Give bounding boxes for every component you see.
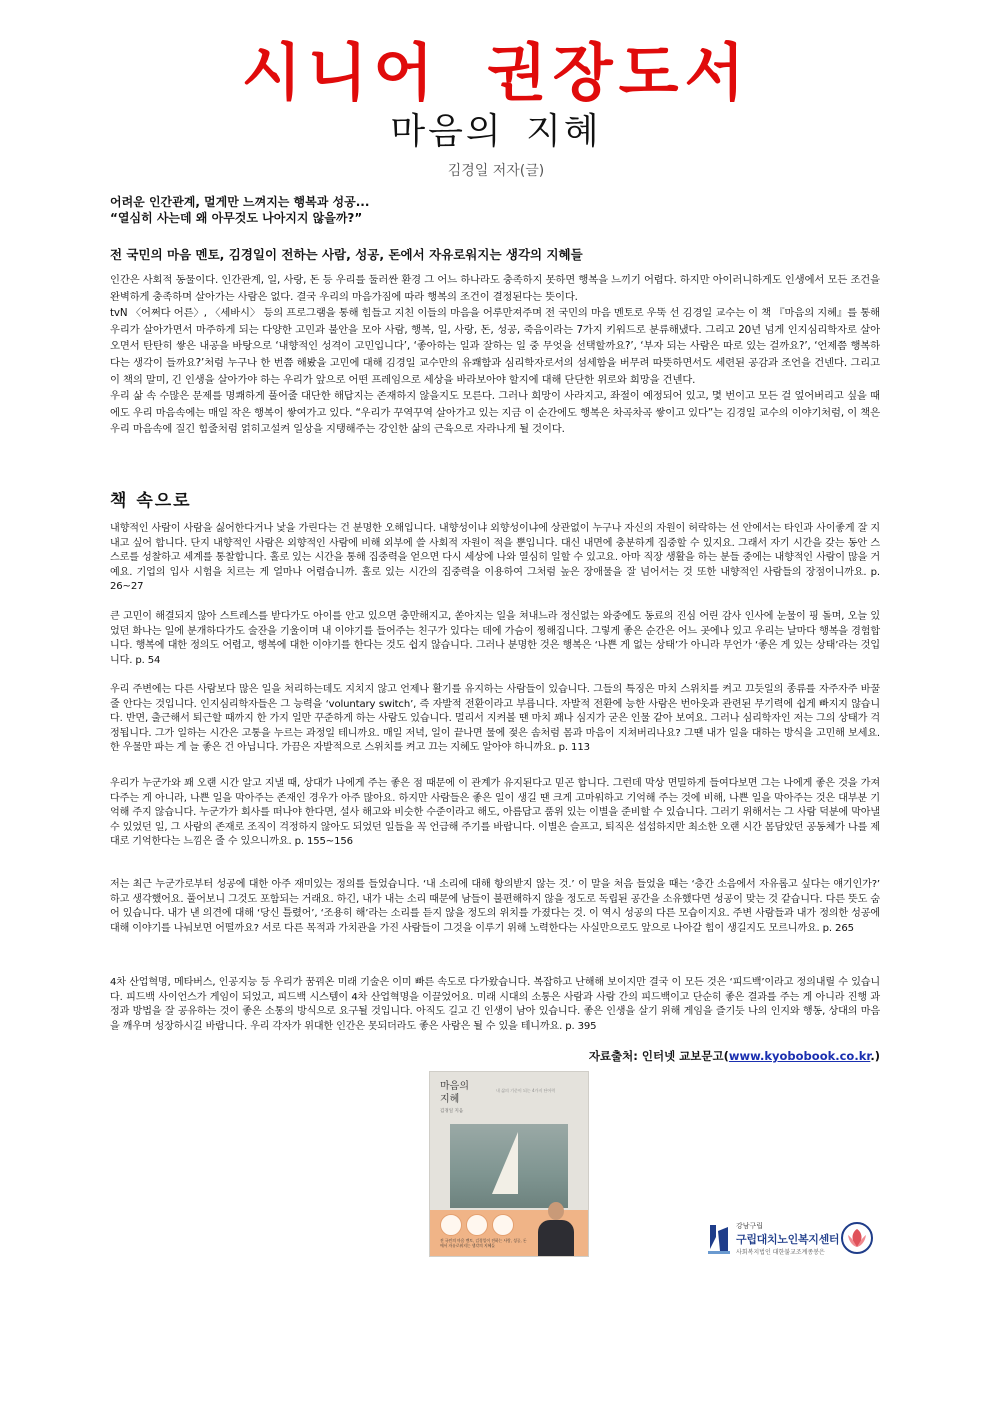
intro-paragraph-3: 우리 삶 속 수많은 문제를 명쾌하게 풀어줄 대단한 해답지는 존재하지 않을지도 모른다. 그러나 희망이 사라지고, 좌절이 예정되어 있고, 몇 번이고 모든 걸 엎어버리고 싶을 때에도 우리 마음속에는 매일 작은 행복이 쌓여가고 있다. “우리가 꾸역꾸역 살아가고 있는 지금 이 순간에도 행복은 차곡차곡 쌓이고 있다”는 김경일 교수의 이야기처럼, 이 책은 우리 마음속에 질긴 힘줄처럼 얽히고설켜 일상을 지탱해주는 강인한 삶의 근육으로 자라나게 될 것이다. — [110, 390, 880, 436]
author-head-shape — [548, 1202, 564, 1220]
lead-line-1: 어려운 인간관계, 멀게만 느껴지는 행복과 성공... — [110, 195, 370, 209]
cover-sail-shape — [492, 1132, 518, 1194]
lotus-emblem-icon — [840, 1221, 874, 1255]
source-label: 자료출처: 인터넷 교보문고( — [588, 1049, 729, 1063]
intro-paragraph-1: 인간은 사회적 동물이다. 인간관계, 일, 사랑, 돈 등 우리를 둘러싼 환경 그 어느 하나라도 충족하지 못하면 행복을 느끼기 어렵다. 하지만 아이러니하게도 인생에서 모든 조건을 완벽하게 충족하며 살아가는 사람은 없다. 결국 우리의 마음가짐에 따라 행복의 조건이 결정된다는 뜻이다. — [110, 274, 880, 303]
book-cover-image — [430, 1072, 588, 1256]
cover-badge-2 — [466, 1214, 488, 1236]
excerpt-6: 4차 산업혁명, 메타버스, 인공지능 등 우리가 꿈꿔온 미래 기술은 이미 빠른 속도로 다가왔습니다. 복잡하고 난해해 보이지만 결국 이 모든 것은 ‘피드백’이라고 정의내릴 수 있습니다. 피드백 사이언스가 게임이 되었고, 피드백 시스템이 4차 산업혁명을 이끌었어요. 미래 시대의 소통은 사람과 사람 간의 피드백이고 단순히 좋은 결과를 주는 게 아니라 진행 과정과 방법을 잘 공유하는 것이 좋은 소통의 방식으로 요구될 것입니다. 아직도 길고 긴 인생이 남아 있습니다. 좋은 인생을 살기 위해 게임을 즐기듯 나의 인지와 행동, 상대의 마음을 깨우며 성장하시길 바랍니다. 우리 각자가 위대한 인간은 못되더라도 좋은 사람은 될 수 있을 테니까요. p. 395 — [110, 977, 880, 1032]
cover-title — [440, 1080, 469, 1106]
cover-author: 김경일 지음 — [440, 1109, 464, 1114]
excerpt-1: 내향적인 사람이 사람을 싫어한다거나 낯을 가린다는 건 분명한 오해입니다. 내향성이냐 외향성이냐에 상관없이 누구나 자신의 자원이 허락하는 선 안에서는 타인과 사이좋게 잘 지내고 싶어 합니다. 단지 내향적인 사람은 외향적인 사람에 비해 외부에 쓸 사회적 자원이 적을 뿐입니다. 대신 내면에 충분하게 집중할 수 있지요. 그래서 자기 시간을 갖는 동안 스스로를 성찰하고 세계를 통찰합니다. 홀로 있는 시간을 통해 집중력을 얻으면 다시 세상에 나와 열심히 일할 수 있고요. 아마 직장 생활을 하는 분들 중에는 내향적인 사람이 많을 거예요. 기업의 입사 시험을 치르는 게 얼마나 어렵습니까. 홀로 있는 시간의 집중력을 이용하여 그처럼 높은 장애물을 잘 넘어서는 것 또한 내향적인 사람들의 장점이니까요. p. 26~27 — [110, 523, 880, 593]
center-logo — [706, 1219, 876, 1259]
cover-badge-3 — [492, 1214, 514, 1236]
source-link[interactable]: www.kyobobook.co.kr — [728, 1049, 871, 1063]
headline: 전 국민의 마음 멘토, 김경일이 전하는 사람, 성공, 돈에서 자유로워지는 생각의 지혜들 — [110, 247, 583, 262]
cover-badge-1 — [440, 1214, 462, 1236]
logo-region: 강남구립 — [736, 1222, 764, 1230]
excerpt-5: 저는 최근 누군가로부터 성공에 대한 아주 재미있는 정의를 들었습니다. ‘내 소리에 대해 항의받지 않는 것.’ 이 말을 처음 들었을 때는 ‘층간 소음에서 자유롭고 싶다는 얘기인가?’ 하고 생각했어요. 풀어보니 그것도 포함되는 거래요. 하긴, 내가 내는 소리 때문에 남들이 불편해하지 않을 정도로 독립된 공간을 소유했다면 성공이 맞는 것 같습니다. 다른 뜻도 숨어 있습니다. 내가 낸 의견에 대해 ‘당신 틀렸어’, ‘조용히 해’라는 소리를 듣지 않을 정도의 위치를 가졌다는 것. 이 역시 성공의 다른 모습이지요. 주변 사람들과 내가 정의한 성공에 대해 이야기를 나눠보면 어떨까요? 서로 다른 목적과 가치관을 가진 사람들이 그것을 이루기 위해 노력한다는 사실만으로도 앞으로 나아갈 힘이 생길지도 모르니까요. p. 265 — [110, 879, 880, 934]
cover-title-line-2: 지혜 — [440, 1094, 460, 1105]
source-close: .) — [870, 1049, 880, 1063]
section-title: 책 속으로 — [110, 491, 192, 511]
lead-line-2: “열심히 사는데 왜 아무것도 나아지지 않을까?” — [110, 211, 363, 225]
author-suit-shape — [538, 1220, 574, 1256]
source-credit — [589, 1048, 880, 1064]
excerpt-4: 우리가 누군가와 꽤 오랜 시간 알고 지낼 때, 상대가 나에게 주는 좋은 점 때문에 이 관계가 유지된다고 믿곤 합니다. 그런데 막상 면밀하게 들여다보면 그는 나에게 좋은 것을 가져다주는 게 아니라, 나쁜 일을 막아주는 존재인 경우가 아주 많아요. 하지만 사람들은 좋은 일이 생길 땐 크게 고마워하고 기억해 주는 것에 비해, 나쁜 일을 막아주는 것은 대부분 기억해 주지 않습니다. 누군가가 회사를 떠나야 한다면, 설사 해고와 비슷한 수준이라고 해도, 아름답고 품위 있는 이별을 준비할 수 있습니다. 그러기 위해서는 그 사람 덕분에 막아낼 수 있었던 일, 그 사람의 존재로 조직이 걱정하지 않아도 되었던 일들을 꼭 언급해 주기를 바랍니다. 이별은 슬프고, 퇴직은 섭섭하지만 최소한 오랜 시간 몸담았던 공동체가 나를 제대로 기억한다는 느낌은 줄 수 있으니까요. p. 155~156 — [110, 778, 880, 848]
book-title: 마음의 지혜 — [390, 111, 602, 152]
page-title: 시니어 권장도서 — [241, 36, 751, 109]
intro-paragraph-2: tvN 〈어쩌다 어른〉, 〈세바시〉 등의 프로그램을 통해 힘들고 지친 이들의 마음을 어루만져주며 전 국민의 마음 멘토로 우뚝 선 김경일 교수는 이 책 『마음의 지혜』를 통해 우리가 살아가면서 마주하게 되는 다양한 고민과 불안을 모아 사람, 행복, 일, 사랑, 돈, 성공, 죽음이라는 7가지 키워드로 분류해냈다. 그리고 20년 넘게 인지심리학자로 살아오면서 탄탄히 쌓은 내공을 바탕으로 ‘내향적인 성격이 고민입니다’, ‘좋아하는 일과 잘하는 일 중 무엇을 선택할까요?’, ‘부자 되는 사람은 따로 있는 걸까요?’, ‘언제쯤 행복하다는 생각이 들까요?’처럼 누구나 한 번쯤 해봤을 고민에 대해 김경일 교수만의 유쾌함과 심리학자로서의 섬세함을 버무려 따뜻하면서도 세련된 공감과 조언을 건넨다. 그리고 이 책의 말미, 긴 인생을 살아가야 하는 우리가 앞으로 어떤 프레임으로 세상을 바라보아야 할지에 대해 단단한 위로와 희망을 건넨다. — [110, 307, 880, 386]
center-mark-icon — [706, 1221, 732, 1255]
intro-text — [110, 272, 880, 438]
logo-operator: 사회복지법인 대한불교조계종봉은 — [736, 1249, 825, 1256]
cover-blurb: 전 국민의 마음 멘토, 김경일이 전하는 사람, 성공, 돈에서 자유로워지는 생각의 지혜들 — [440, 1238, 527, 1248]
cover-tagline: 내 삶의 기준이 되는 4가지 단어력 — [496, 1088, 556, 1093]
cover-author-photo — [536, 1202, 576, 1256]
excerpt-3: 우리 주변에는 다른 사람보다 많은 일을 처리하는데도 지치지 않고 언제나 활기를 유지하는 사람들이 있습니다. 그들의 특징은 마치 스위치를 켜고 끄듯일의 종류를 자주자주 바꿀 줄 안다는 것입니다. 인지심리학자들은 그 능력을 ‘voluntary switch’, 즉 자발적 전환이라고 부릅니다. 자발적 전환에 능한 사람은 번아웃과 관련된 무기력에 쉽게 빠지지 않습니다. 반면, 출근해서 퇴근할 때까지 한 가지 일만 꾸준하게 하는 사람도 있습니다. 멀리서 지켜볼 땐 마치 꽤나 심지가 굳은 인물 같아 보여요. 그러나 심리학자인 저는 그의 상태가 걱정됩니다. 그가 일하는 시간은 고통을 누르는 과정일 테니까요. 매일 저녁, 일이 끝나면 물에 젖은 솜처럼 몸과 마음이 지쳐버리나요? 그땐 내가 일을 대하는 방식을 고민해 보세요. 한 우물만 파는 게 늘 좋은 건 아닙니다. 가끔은 자발적으로 스위치를 켜고 끄는 지혜도 알아야 하니까요. p. 113 — [110, 684, 880, 754]
cover-title-line-1: 마음의 — [440, 1081, 469, 1092]
lead-quote — [110, 194, 890, 226]
book-author: 김경일 저자(글) — [447, 163, 545, 179]
logo-name: 구립대치노인복지센터 — [736, 1233, 840, 1246]
excerpt-2: 큰 고민이 해결되지 않아 스트레스를 받다가도 아이를 안고 있으면 충만해지고, 쏟아지는 일을 쳐내느라 정신없는 와중에도 동료의 진심 어린 감사 인사에 눈물이 핑 돌며, 오늘 있었던 화나는 일에 분개하다가도 술잔을 기울이며 내 이야기를 들어주는 친구가 있다는 데에 가슴이 찡해집니다. 그렇게 좋은 순간은 어느 곳에나 있고 우리는 날마다 행복을 경험합니다. 행복에 대한 정의도 어렵고, 행복에 대한 이야기를 한다는 것도 쉽지 않습니다. 그러나 분명한 것은 행복은 ‘나쁜 게 없는 상태’가 아니라 무언가 ‘좋은 게 있는 상태’라는 것입니다. p. 54 — [110, 611, 880, 666]
